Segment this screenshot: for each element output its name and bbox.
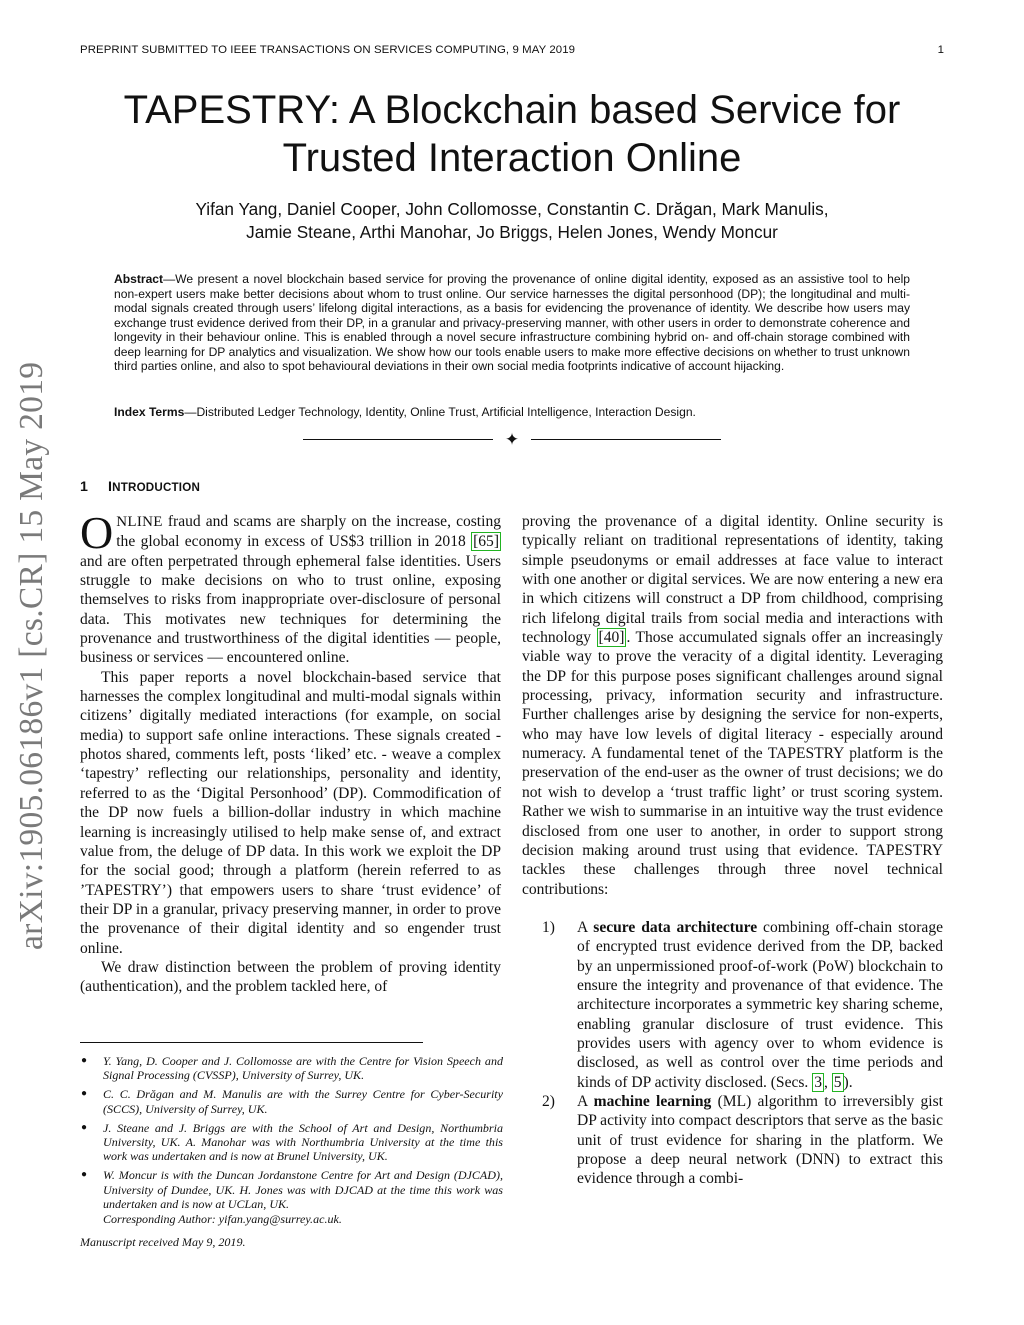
contribution-end: ). (843, 1073, 853, 1091)
contribution-keyword: machine learning (593, 1092, 712, 1110)
authors-line-2: Jamie Steane, Arthi Manohar, Jo Briggs, Helen Jones, Wendy Moncur (246, 222, 778, 242)
running-title: PREPRINT SUBMITTED TO IEEE TRANSACTIONS ON SERVICES COMPUTING, 9 MAY 2019 (80, 44, 576, 56)
section-number: 1 (80, 479, 89, 495)
section-initial: I (108, 479, 113, 495)
contributions-list (522, 918, 943, 1189)
footnote-text: W. Moncur is with the Duncan Jordanstone Centre for Art and Design (DJCAD), University of Dundee, UK. H. Jones was with DJCAD at the time this work was undertaken and is now at UCLan, UK. (103, 1168, 503, 1212)
corresponding-author: Corresponding Author: yifan.yang@surrey.ac.uk. (103, 1212, 342, 1226)
index-terms-text: —Distributed Ledger Technology, Identity, Online Trust, Artificial Intelligence, Interaction Design. (184, 405, 696, 419)
arxiv-identifier: arXiv:1905.06186v1 [cs.CR] 15 May 2019 (13, 361, 50, 950)
bullet-icon: ● (81, 1121, 88, 1133)
citation-link-40[interactable]: [40] (598, 629, 625, 647)
intro-paragraph-2: This paper reports a novel blockchain-based service that harnesses the complex longitudinal and multi-modal signals within citizens’ digitally mediated interactions (for example, on social media) to support safe online interactions. These signals created - photos shared, comments left, posts ‘liked’ etc. - weave a complex ‘tapestry’ reflecting our relationships, personality and identity, referred to as the ‘Digital Personhood’ (DP). Commodification of the DP now fuels a billion-dollar industry in which machine learning is increasingly utilised to help make sense of, and extract value from, the deluge of DP data. In this work we exploit the DP for the social good; through a platform (herein referred to as ’TAPESTRY’) that empowers users to share ‘trust evidence’ of their DP in a granular, privacy preserving manner, in order to prove the provenance of their digital identity and so engender trust online. (80, 668, 501, 957)
footnote-item (80, 1168, 503, 1211)
contribution-keyword: secure data architecture (593, 918, 758, 936)
intro-p1-text-a: fraud and scams are sharply on the increase, costing the global economy in excess of US$3 trillion in 2018 (116, 513, 501, 551)
small-caps-word: NLINE (116, 514, 163, 530)
list-item (522, 918, 943, 1092)
citation-link-65[interactable]: [65] (473, 533, 499, 551)
section-separator (300, 432, 724, 448)
footnote-item (80, 1054, 503, 1083)
separator-line-right (531, 439, 721, 440)
list-item-number: 2) (542, 1092, 555, 1110)
list-item-number: 1) (542, 918, 555, 936)
authors-line-1: Yifan Yang, Daniel Cooper, John Collomosse, Constantin C. Drăgan, Mark Manulis, (195, 199, 829, 219)
intro-p1-text-b: and are often perpetrated through ephemeral false identities. Users struggle to make decisions on who to trust online, exposing themselves to risks from inappropriate over-disclosure of personal data. This motivates new techniques for determining the provenance and trustworthiness of the digital identities — people, business or services — encountered online. (80, 552, 501, 667)
contribution-prefix: A (577, 1092, 594, 1110)
section-heading-introduction (80, 479, 200, 495)
intro-paragraph-1 (80, 507, 501, 668)
index-terms (114, 405, 910, 420)
footnote-item (80, 1121, 503, 1164)
footnote-text: Y. Yang, D. Cooper and J. Collomosse are with the Centre for Vision Speech and Signal Processing (CVSSP), University of Surrey, UK. (103, 1054, 503, 1083)
paper-title (80, 86, 944, 182)
intro-p4-text-a: proving the provenance of a digital identity. Online security is typically reliant on traditional representations of identity, taking simple pseudonyms or email addresses at face value to interact with one another or digital services. We are now entering a new era in which citizens will construct a DP from childhood, comprising rich lifelong digital trails from social media and interactions with technology (522, 513, 943, 647)
bullet-icon: ● (81, 1055, 88, 1066)
bullet-icon: ● (81, 1169, 88, 1181)
footnote-item (80, 1087, 503, 1116)
section-link-3[interactable]: 3 (814, 1073, 822, 1091)
drop-cap: O (80, 507, 114, 558)
running-header (80, 44, 944, 60)
separator-diamond-icon: ✦ (504, 430, 520, 449)
manuscript-received: Manuscript received May 9, 2019. (80, 1235, 246, 1249)
title-line-2: Trusted Interaction Online (282, 136, 742, 180)
author-list (80, 198, 944, 244)
section-title-rest: NTRODUCTION (112, 481, 201, 494)
title-line-1: TAPESTRY: A Blockchain based Service for (123, 88, 901, 132)
page-number: 1 (937, 44, 944, 56)
contribution-prefix: A (577, 918, 594, 936)
list-item (522, 1092, 943, 1189)
abstract-text: —We present a novel blockchain based service for proving the provenance of online digital identity, exposed as an assistive tool to help non-expert users make better decisions about whom to trust online. Our service harnesses the digital personhood (DP); the longitudinal and multi-modal signals created through users’ lifelong digital interactions, as a basis for evidencing the provenance of identity. We describe how users may exchange trust evidence derived from their DP, in a granular and privacy-preserving manner, with other users in order to demonstrate coherence and longevity in their behaviour online. This is enabled through a novel secure infrastructure combining hybrid on- and off-chain storage combined with deep learning for DP analytics and visualization. We show how our tools enable users to make more effective decisions on whether to trust unknown third parties online, and also to spot behavioural deviations in their own social media footprints indicative of account hijacking. (114, 272, 910, 373)
abstract (114, 272, 910, 374)
abstract-label: Abstract (114, 272, 164, 286)
index-terms-label: Index Terms (114, 405, 185, 419)
intro-paragraph-3: We draw distinction between the problem of proving identity (authentication), and the problem tackled here, of (80, 958, 501, 996)
left-column (80, 507, 501, 997)
contribution-ref-separator: , (823, 1073, 832, 1091)
bullet-icon: ● (81, 1088, 88, 1100)
intro-p4-text-b: . Those accumulated signals offer an increasingly viable way to prove the veracity of a digital identity. Leveraging the DP for this purpose poses significant challenges around signal processing, privacy, information security and infrastructure. Further challenges arise by designing the service for non-experts, who may have low levels of digital literacy - especially around numeracy. A fundamental tenet of the TAPESTRY platform is the preservation of the end-user as the owner of trust decisions; we do not wish to develop a ‘trust traffic light’ or trust scoring system. Rather we wish to summarise in an intuitive way the trust evidence disclosed from one user to another, in order to support strong decision making around trust using that evidence. TAPESTRY tackles these challenges through three novel technical contributions: (522, 629, 943, 898)
footnote-rule (80, 1042, 423, 1043)
section-link-5[interactable]: 5 (833, 1073, 842, 1091)
contribution-text: combining off-chain storage of encrypted trust evidence derived from the DP, backed by an unpermissioned proof-of-work (PoW) blockchain to ensure the integrity and provenance of that evidence. The architecture incorporates a symmetric key sharing scheme, enabling granular disclosure of trust evidence. This provides users with agency over to whom evidence is disclosed, as well as control over the time periods and kinds of DP activity disclosed. (Secs. (577, 918, 943, 1091)
affiliation-footnotes (80, 1054, 503, 1216)
right-column (522, 512, 943, 1189)
footnote-text: C. C. Drăgan and M. Manulis are with the Surrey Centre for Cyber-Security (SCCS), University of Surrey, UK. (103, 1087, 503, 1116)
contribution-text: (ML) algorithm to irreversibly gist DP activity into compact descriptors that serve as the basic unit of trust evidence for sharing in the platform. We propose a deep neural network (DNN) to extract this evidence through a combi- (577, 1092, 943, 1188)
intro-paragraph-4 (522, 512, 943, 899)
separator-line-left (303, 439, 493, 440)
footnote-text: J. Steane and J. Briggs are with the School of Art and Design, Northumbria University, UK. A. Manohar was with Northumbria University at the time this work was undertaken and is now at Brunel University, UK. (103, 1120, 503, 1164)
